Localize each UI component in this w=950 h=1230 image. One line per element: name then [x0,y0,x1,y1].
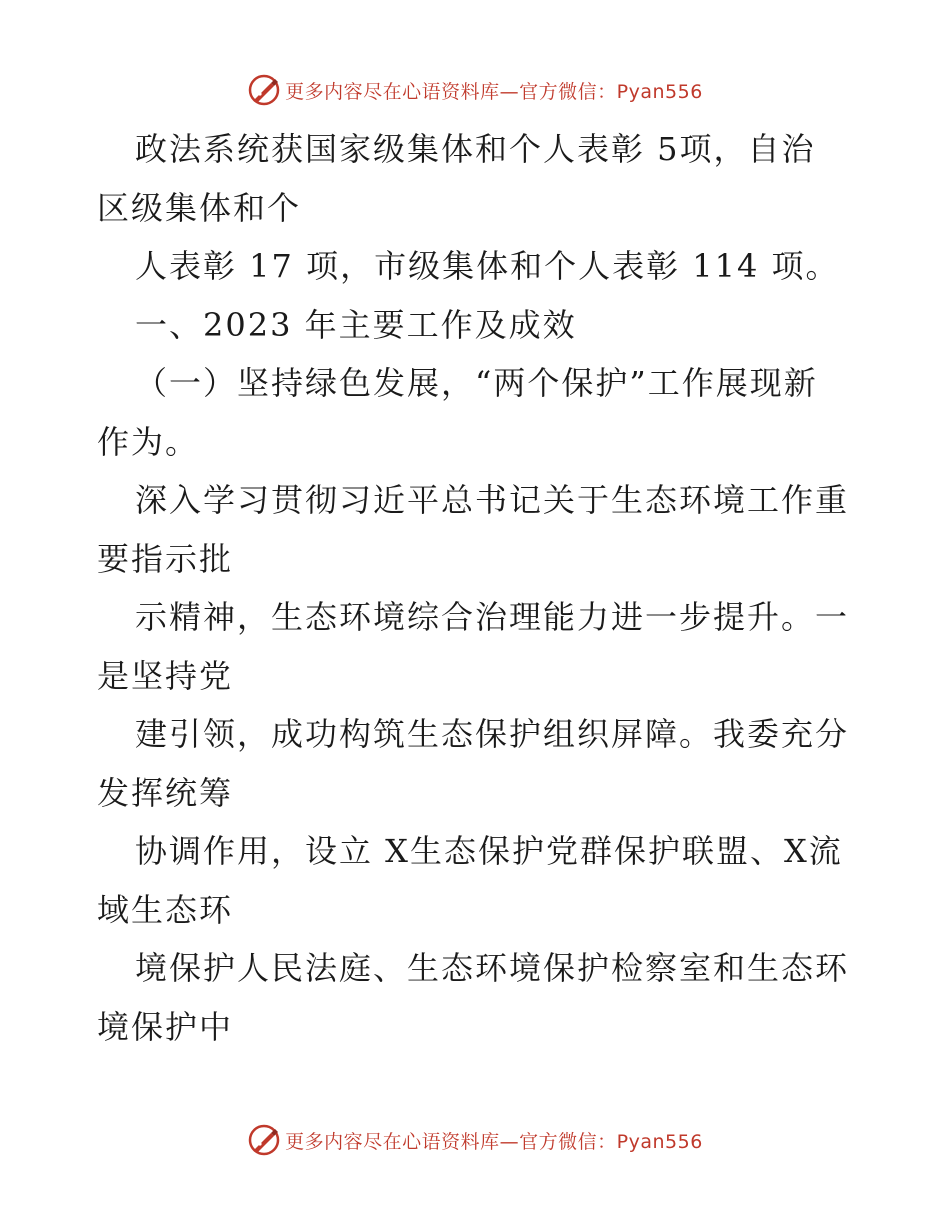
body-line: 建引领，成功构筑生态保护组织屏障。我委充分 [135,715,850,753]
body-line: 人表彰 17 项，市级集体和个人表彰 114 项。 [135,247,840,285]
body-line: 协调作用，设立 X生态保护党群保护联盟、X流 [135,832,843,870]
watermark-text: 更多内容尽在心语资料库—官方微信：Pyan556 [285,80,703,103]
document-body [97,120,857,1056]
subsection-heading: （一）坚持绿色发展，“两个保护”工作展现新 [135,364,818,402]
body-line: 境保护人民法庭、生态环境保护检察室和生态环 [135,949,850,987]
pen-circle-logo-icon [247,73,281,107]
subsection-heading-continued: 作为。 [97,422,200,461]
body-line: 要指示批 [97,539,234,578]
body-line: 政法系统获国家级集体和个人表彰 5项，自治 [135,130,816,168]
body-line: 是坚持党 [97,656,234,695]
watermark-text: 更多内容尽在心语资料库—官方微信：Pyan556 [285,1130,703,1153]
body-line: 深入学习贯彻习近平总书记关于生态环境工作重 [135,481,850,519]
section-heading: 一、2023 年主要工作及成效 [135,305,577,344]
body-line: 区级集体和个 [97,188,302,227]
body-line: 发挥统筹 [97,773,234,812]
body-line: 境保护中 [97,1007,234,1046]
body-line: 示精神，生态环境综合治理能力进一步提升。一 [135,598,850,636]
body-line: 域生态环 [97,890,234,929]
header-watermark [0,70,950,110]
pen-circle-logo-icon [247,1123,281,1157]
footer-watermark [0,1120,950,1160]
